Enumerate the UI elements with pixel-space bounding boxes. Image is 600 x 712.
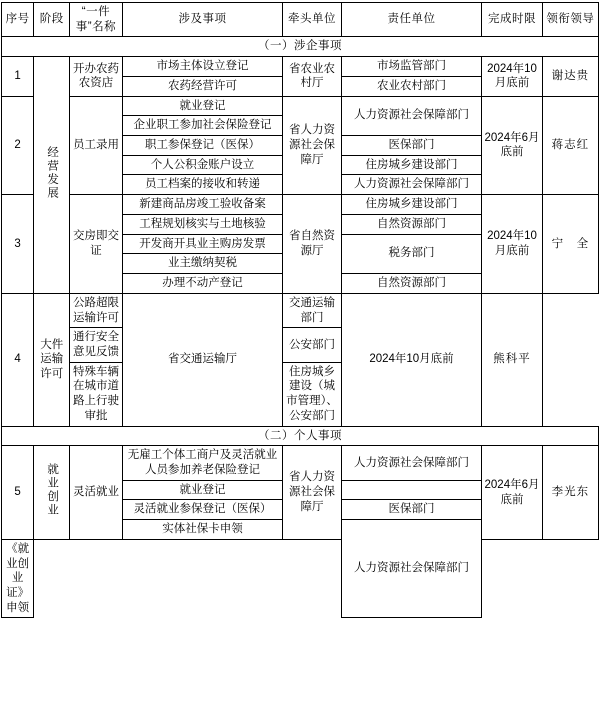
cell-index-3: 3 <box>2 195 34 294</box>
cell-name-1: 开办农药农资店 <box>70 57 122 96</box>
cell-item: 个人公积金账户设立 <box>122 155 283 175</box>
section-label-personal: （二）个人事项 <box>2 426 599 446</box>
cell-leader-1: 谢达贵 <box>542 57 598 96</box>
header-cell-deadline: 完成时限 <box>482 3 542 37</box>
section-label-enterprise: （一）涉企事项 <box>2 37 599 57</box>
header-cell-stage: 阶段 <box>34 3 70 37</box>
cell-resp-unit: 住房城乡建设（城市管理）、公安部门 <box>283 362 341 426</box>
cell-item: 企业职工参加社会保险登记 <box>122 116 283 136</box>
cell-resp-unit: 人力资源社会保障部门 <box>341 96 482 135</box>
header-cell-lead-unit: 牵头单位 <box>283 3 341 37</box>
cell-item: 业主缴纳契税 <box>122 254 283 274</box>
cell-deadline-4: 2024年10月底前 <box>341 293 482 426</box>
cell-lead-unit-1: 省农业农村厅 <box>283 57 341 96</box>
stage-label-vertical: 就业创业 <box>46 463 59 518</box>
cell-leader-4: 熊科平 <box>482 293 542 426</box>
header-cell-resp-unit: 责任单位 <box>341 3 482 37</box>
cell-lead-unit-3: 省自然资源厅 <box>283 195 341 294</box>
header-cell-name: “一件事”名称 <box>70 3 122 37</box>
cell-item: 工程规划核实与土地核验 <box>122 214 283 234</box>
cell-index-4: 4 <box>2 293 34 426</box>
cell-index-2: 2 <box>2 96 34 195</box>
cell-item: 新建商品房竣工验收备案 <box>122 195 283 215</box>
stage-label-vertical: 经营发展 <box>46 145 59 200</box>
cell-item: 通行安全意见反馈 <box>70 328 122 362</box>
cell-resp-unit: 人力资源社会保障部门 <box>341 175 482 195</box>
cell-leader-3: 宁 全 <box>542 195 598 294</box>
cell-lead-unit-4: 省交通运输厅 <box>122 293 283 426</box>
table-row <box>2 195 599 215</box>
cell-item: 无雇工个体工商户及灵活就业人员参加养老保险登记 <box>122 446 283 480</box>
cell-item: 市场主体设立登记 <box>122 57 283 77</box>
cell-item: 职工参保登记（医保） <box>122 136 283 156</box>
cell-name-2: 员工录用 <box>70 96 122 195</box>
cell-name-4: 大件运输许可 <box>34 293 70 426</box>
document-page <box>0 2 600 712</box>
cell-resp-unit: 农业农村部门 <box>341 76 482 96</box>
cell-index-5: 5 <box>2 446 34 540</box>
cell-deadline-2: 2024年6月底前 <box>482 96 542 195</box>
cell-stage-employment <box>34 446 70 540</box>
cell-item: 公路超限运输许可 <box>70 293 122 327</box>
cell-item: 就业登记 <box>122 480 283 500</box>
cell-item: 开发商开具业主购房发票 <box>122 234 283 254</box>
cell-resp-unit: 市场监管部门 <box>341 57 482 77</box>
cell-item: 《就业创业证》申领 <box>2 539 34 618</box>
cell-name-3: 交房即交证 <box>70 195 122 294</box>
cell-lead-unit-5: 省人力资源社会保障厅 <box>283 446 341 540</box>
cell-lead-unit-2: 省人力资源社会保障厅 <box>283 96 341 195</box>
cell-deadline-1: 2024年10月底前 <box>482 57 542 96</box>
cell-item: 农药经营许可 <box>122 76 283 96</box>
section-row <box>2 37 599 57</box>
cell-resp-unit: 医保部门 <box>341 500 482 520</box>
cell-deadline-3: 2024年10月底前 <box>482 195 542 294</box>
cell-item: 员工档案的接收和转递 <box>122 175 283 195</box>
cell-resp-unit: 医保部门 <box>341 136 482 156</box>
cell-leader-5: 李光东 <box>542 446 598 540</box>
header-cell-index: 序号 <box>2 3 34 37</box>
cell-leader-2: 蒋志红 <box>542 96 598 195</box>
cell-resp-unit: 交通运输部门 <box>283 293 341 327</box>
section-row <box>2 426 599 446</box>
table-body <box>2 37 599 618</box>
cell-resp-unit: 人力资源社会保障部门 <box>341 520 482 618</box>
cell-name-5: 灵活就业 <box>70 446 122 540</box>
cell-index-1: 1 <box>2 57 34 96</box>
cell-resp-unit: 住房城乡建设部门 <box>341 155 482 175</box>
cell-resp-unit: 住房城乡建设部门 <box>341 195 482 215</box>
cell-deadline-5: 2024年6月底前 <box>482 446 542 540</box>
cell-item: 就业登记 <box>122 96 283 116</box>
cell-item: 特殊车辆在城市道路上行驶审批 <box>70 362 122 426</box>
header-cell-items: 涉及事项 <box>122 3 283 37</box>
cell-resp-unit: 公安部门 <box>283 328 341 362</box>
header-cell-leader: 领衔领导 <box>542 3 598 37</box>
cell-item: 实体社保卡申领 <box>122 520 283 540</box>
table-row <box>2 57 599 77</box>
cell-resp-unit: 人力资源社会保障部门 <box>341 446 482 480</box>
table-row <box>2 539 599 618</box>
table-header <box>2 3 599 37</box>
cell-item: 灵活就业参保登记（医保） <box>122 500 283 520</box>
cell-stage-business <box>34 57 70 294</box>
header-row <box>2 3 599 37</box>
table-row <box>2 293 599 327</box>
table-row <box>2 96 599 116</box>
cell-item: 办理不动产登记 <box>122 274 283 294</box>
cell-resp-unit: 自然资源部门 <box>341 214 482 234</box>
cell-resp-unit: 税务部门 <box>341 234 482 273</box>
cell-resp-unit: 自然资源部门 <box>341 274 482 294</box>
matters-table <box>1 2 599 618</box>
